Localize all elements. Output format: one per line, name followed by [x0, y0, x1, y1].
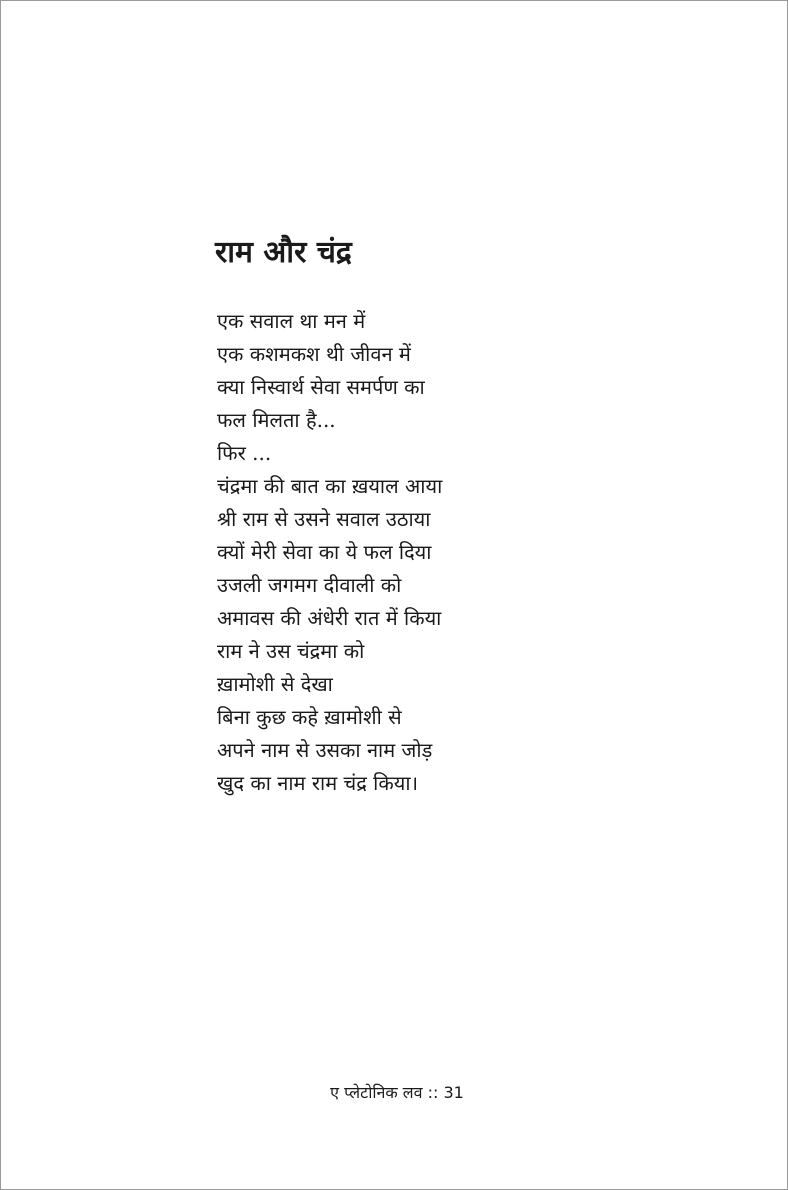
poem-line: क्या निस्वार्थ सेवा समर्पण का [217, 375, 425, 399]
poem-line: उजली जगमग दीवाली को [217, 573, 402, 597]
page-footer [1, 1081, 788, 1105]
poem-line: फिर ... [217, 441, 272, 465]
footer-separator: :: [427, 1083, 439, 1102]
poem-line: एक कशमकश थी जीवन में [217, 342, 411, 366]
poem-line: श्री राम से उसने सवाल उठाया [217, 507, 431, 531]
poem-line: एक सवाल था मन में [217, 309, 366, 333]
poem-title: राम और चंद्र [215, 235, 352, 270]
poem-line: राम ने उस चंद्रमा को [217, 639, 365, 663]
page-number: 31 [443, 1083, 464, 1102]
poem-line: फल मिलता है... [217, 408, 336, 432]
poem-line: क्यों मेरी सेवा का ये फल दिया [217, 540, 432, 564]
poem-line: खुद का नाम राम चंद्र किया। [217, 771, 419, 795]
poem-line: अपने नाम से उसका नाम जोड़ [217, 738, 433, 762]
poem-line: चंद्रमा की बात का ख़याल आया [217, 474, 443, 498]
footer-book-title: ए प्लेटोनिक लव [330, 1083, 423, 1102]
poem-line: अमावस की अंधेरी रात में किया [217, 606, 442, 630]
poem-line: बिना कुछ कहे ख़ामोशी से [217, 705, 402, 729]
poem-body [217, 305, 442, 800]
poem-line: ख़ामोशी से देखा [217, 672, 333, 696]
